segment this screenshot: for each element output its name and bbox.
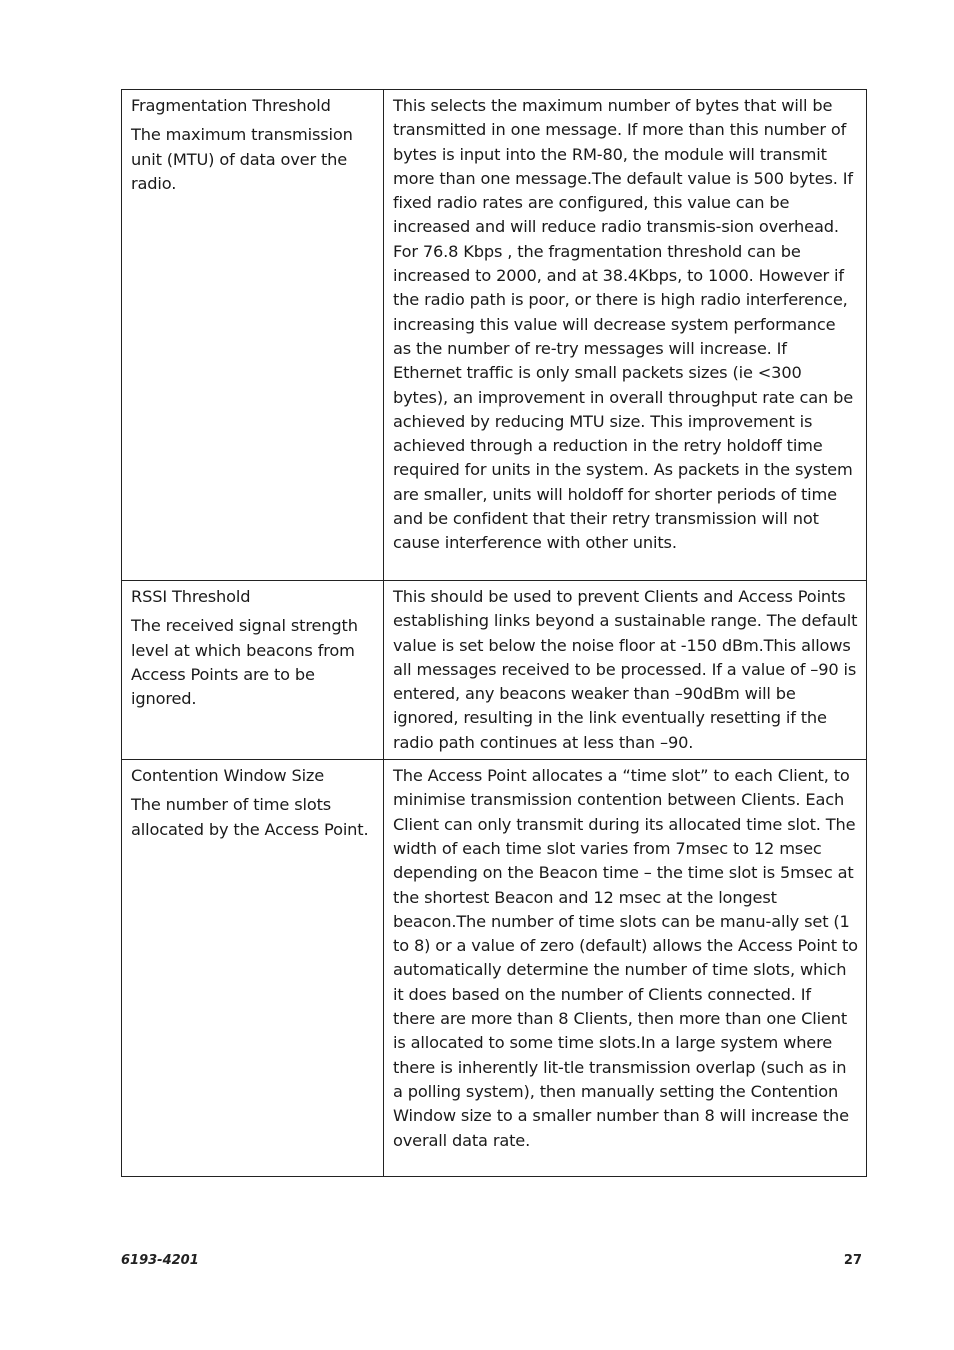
parameter-cell [122, 581, 384, 760]
description-cell [384, 581, 867, 760]
parameter-table [121, 89, 867, 1177]
parameter-cell [122, 90, 384, 581]
table-row [122, 581, 867, 760]
parameter-description: This selects the maximum number of bytes that will be transmitted in one message. If more than this number of bytes is input into the RM-80, the module will transmit more than one message.The default value is 500 bytes. If fixed radio rates are configured, this value can be increased and will reduce radio transmis-sion overhead. For 76.8 Kbps , the fragmentation threshold can be increased to 2000, and at 38.4Kbps, to 1000. However if the radio path is poor, or there is high radio interference, increasing this value will decrease system performance as the number of re-try messages will increase. If Ethernet traffic is only small packets sizes (ie <300 bytes), an improvement in overall throughput rate can be achieved by reducing MTU size. This improvement is achieved through a reduction in the retry holdoff time required for units in the system. As packets in the system are smaller, units will holdoff for shorter periods of time and be confident that their retry transmission will not cause interference with other units. [393, 96, 854, 553]
document-number: 6193-4201 [121, 1253, 199, 1268]
parameter-summary: The received signal strength level at which beacons from Access Points are to be ignored. [131, 616, 358, 709]
parameter-summary: The maximum transmission unit (MTU) of data over the radio. [131, 125, 353, 193]
table-row [122, 760, 867, 1177]
parameter-summary: The number of time slots allocated by the Access Point. [131, 795, 369, 839]
parameter-cell [122, 760, 384, 1177]
page-number: 27 [843, 1253, 862, 1268]
parameter-name: Contention Window Size [131, 766, 325, 786]
parameter-name: Fragmentation Threshold [131, 96, 331, 115]
parameter-description: The Access Point allocates a “time slot” to each Client, to minimise transmission contention between Clients. Each Client can only transmit during its allocated time slot. The width of each time slot varies from 7msec to 12 msec depending on the Beacon time – the time slot is 5msec at the shortest Beacon and 12 msec at the longest beacon.The number of time slots can be manu-ally set (1 to 8) or a value of zero (default) allows the Access Point to automatically determine the number of time slots, which it does based on the number of Clients connected. If there are more than 8 Clients, then more than one Client is allocated to some time slots.In a large system where there is inherently lit-tle transmission overlap (such as in a polling system), then manually setting the Contention Window size to a smaller number than 8 will increase the overall data rate. [393, 766, 858, 1150]
parameter-name: RSSI Threshold [131, 587, 251, 606]
description-cell [384, 90, 867, 581]
parameter-description: This should be used to prevent Clients and Access Points establishing links beyond a sustainable range. The default value is set below the noise floor at -150 dBm.This allows all messages received to be processed. If a value of –90 is entered, any beacons weaker than –90dBm will be ignored, resulting in the link eventually resetting if the radio path continues at less than –90. [393, 587, 858, 752]
table-row [122, 90, 867, 581]
description-cell [384, 760, 867, 1177]
